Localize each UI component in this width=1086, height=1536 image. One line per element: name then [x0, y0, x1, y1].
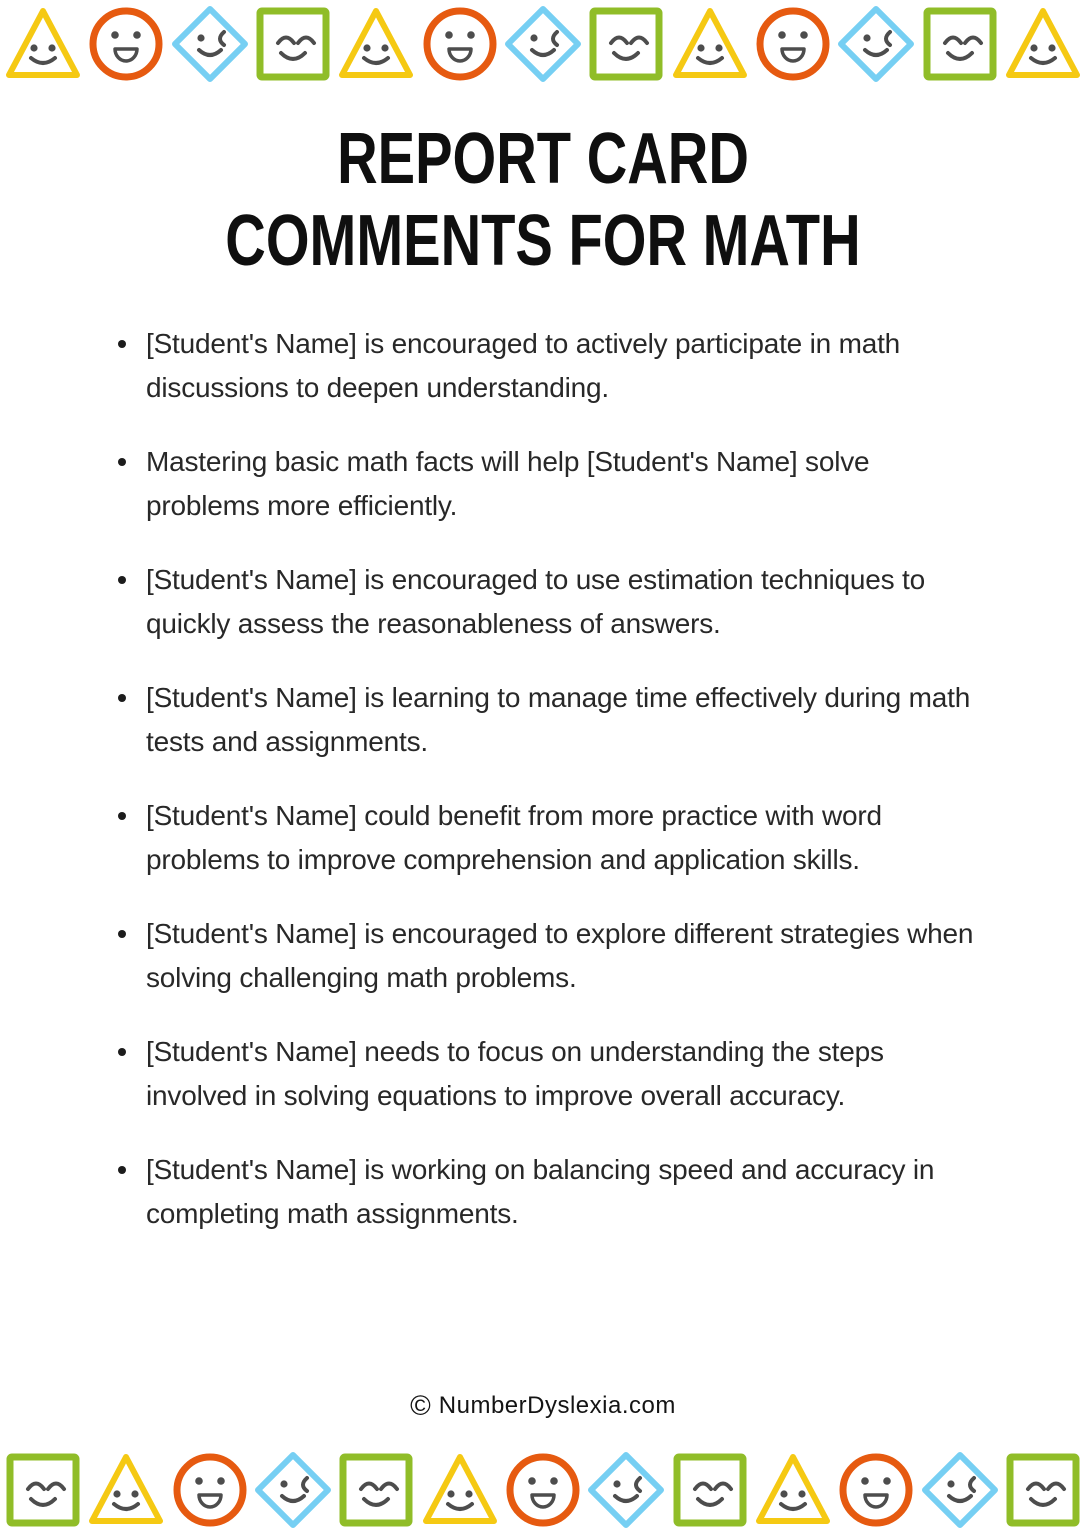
square-smiley-icon: [920, 4, 1000, 84]
square-smiley-icon: [3, 1450, 83, 1530]
border-shape-square: [1003, 1450, 1083, 1530]
list-item: [Student's Name] is encouraged to explore different strategies when solving challenging math problems.: [146, 912, 986, 1000]
copyright-icon: ©: [410, 1390, 431, 1421]
circle-smiley-icon: [753, 4, 833, 84]
border-shape-square: [3, 1450, 83, 1530]
diamond-smiley-icon: [836, 4, 916, 84]
border-shape-circle: [753, 4, 833, 84]
list-item: [Student's Name] could benefit from more practice with word problems to improve comprehension and application skills.: [146, 794, 986, 882]
border-shape-diamond: [253, 1450, 333, 1530]
title-line-1: REPORT CARD: [337, 119, 749, 199]
border-shape-triangle: [753, 1450, 833, 1530]
border-shape-square: [586, 4, 666, 84]
diamond-smiley-icon: [920, 1450, 1000, 1530]
border-shape-diamond: [586, 1450, 666, 1530]
border-shape-circle: [420, 4, 500, 84]
square-smiley-icon: [670, 1450, 750, 1530]
border-shape-diamond: [503, 4, 583, 84]
triangle-smiley-icon: [753, 1450, 833, 1530]
list-item: [Student's Name] is learning to manage time effectively during math tests and assignments.: [146, 676, 986, 764]
bottom-decorative-border: [0, 1450, 1086, 1530]
top-decorative-border: [0, 4, 1086, 84]
border-shape-square: [253, 4, 333, 84]
list-item: [Student's Name] needs to focus on understanding the steps involved in solving equations to improve overall accuracy.: [146, 1030, 986, 1118]
title-line-2: COMMENTS FOR MATH: [225, 201, 861, 281]
circle-smiley-icon: [836, 1450, 916, 1530]
triangle-smiley-icon: [86, 1450, 166, 1530]
diamond-smiley-icon: [503, 4, 583, 84]
border-shape-circle: [170, 1450, 250, 1530]
triangle-smiley-icon: [336, 4, 416, 84]
circle-smiley-icon: [503, 1450, 583, 1530]
comments-list: [0, 322, 986, 1236]
border-shape-circle: [86, 4, 166, 84]
border-shape-diamond: [920, 1450, 1000, 1530]
circle-smiley-icon: [420, 4, 500, 84]
border-shape-circle: [836, 1450, 916, 1530]
triangle-smiley-icon: [1003, 4, 1083, 84]
border-shape-triangle: [420, 1450, 500, 1530]
list-item: [Student's Name] is encouraged to actively participate in math discussions to deepen understanding.: [146, 322, 986, 410]
watermark: [0, 1392, 1086, 1420]
diamond-smiley-icon: [170, 4, 250, 84]
triangle-smiley-icon: [420, 1450, 500, 1530]
watermark-text: NumberDyslexia.com: [438, 1392, 676, 1419]
circle-smiley-icon: [170, 1450, 250, 1530]
border-shape-triangle: [3, 4, 83, 84]
diamond-smiley-icon: [586, 1450, 666, 1530]
border-shape-square: [920, 4, 1000, 84]
list-item: [Student's Name] is working on balancing speed and accuracy in completing math assignments.: [146, 1148, 986, 1236]
square-smiley-icon: [253, 4, 333, 84]
circle-smiley-icon: [86, 4, 166, 84]
border-shape-square: [336, 1450, 416, 1530]
border-shape-square: [670, 1450, 750, 1530]
list-item: [Student's Name] is encouraged to use estimation techniques to quickly assess the reasonableness of answers.: [146, 558, 986, 646]
square-smiley-icon: [1003, 1450, 1083, 1530]
border-shape-triangle: [336, 4, 416, 84]
triangle-smiley-icon: [3, 4, 83, 84]
border-shape-triangle: [1003, 4, 1083, 84]
diamond-smiley-icon: [253, 1450, 333, 1530]
border-shape-circle: [503, 1450, 583, 1530]
border-shape-triangle: [86, 1450, 166, 1530]
border-shape-triangle: [670, 4, 750, 84]
list-item: Mastering basic math facts will help [Student's Name] solve problems more efficiently.: [146, 440, 986, 528]
triangle-smiley-icon: [670, 4, 750, 84]
square-smiley-icon: [336, 1450, 416, 1530]
square-smiley-icon: [586, 4, 666, 84]
border-shape-diamond: [836, 4, 916, 84]
border-shape-diamond: [170, 4, 250, 84]
